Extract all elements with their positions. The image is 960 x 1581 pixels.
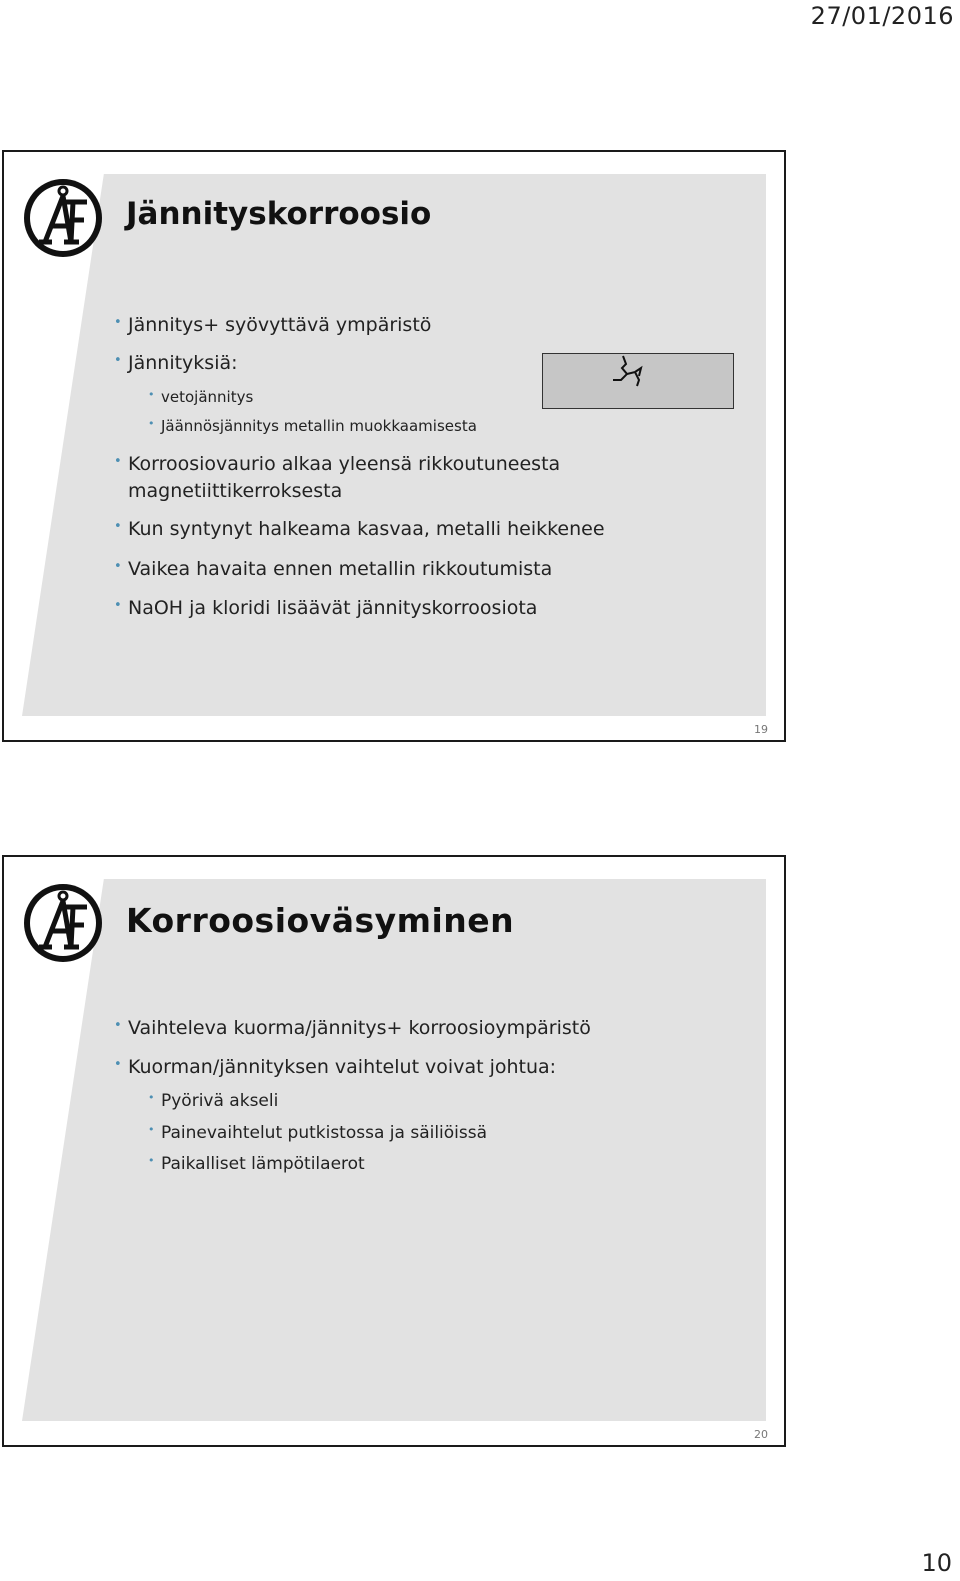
bullet-item: • Vaikea havaita ennen metallin rikkoutumista <box>128 558 552 580</box>
crack-icon <box>543 354 735 410</box>
bullet-continuation: magnetiittikerroksesta <box>128 480 343 502</box>
afg-logo-icon <box>21 176 105 260</box>
bullet-item: • Korroosiovaurio alkaa yleensä rikkoutuneesta <box>128 453 560 475</box>
page-date: 27/01/2016 <box>810 2 954 30</box>
crack-illustration <box>542 353 734 409</box>
bullet-item: • Kuorman/jännityksen vaihtelut voivat johtua: <box>128 1056 556 1078</box>
slide-title: Jännityskorroosio <box>126 196 432 232</box>
sub-bullet-item: • Pyörivä akseli <box>161 1091 278 1111</box>
slide-title: Korroosioväsyminen <box>126 901 515 940</box>
afg-logo-icon <box>21 881 105 965</box>
slide-number: 20 <box>754 1428 768 1441</box>
bullet-item: • Kun syntynyt halkeama kasvaa, metalli heikkenee <box>128 518 605 540</box>
slide-background <box>22 879 766 1421</box>
slide-background <box>22 174 766 716</box>
page-number: 10 <box>921 1549 952 1577</box>
sub-bullet-item: • Paikalliset lämpötilaerot <box>161 1154 365 1174</box>
slide-19 <box>2 150 786 742</box>
slide-20 <box>2 855 786 1447</box>
bullet-item: • Jännitys+ syövyttävä ympäristö <box>128 314 431 336</box>
sub-bullet-item: • Jäännösjännitys metallin muokkaamisesta <box>161 417 477 435</box>
sub-bullet-item: • Painevaihtelut putkistossa ja säiliöissä <box>161 1123 487 1143</box>
bullet-item: • Vaihteleva kuorma/jännitys+ korroosioympäristö <box>128 1017 591 1039</box>
bullet-item: • NaOH ja kloridi lisäävät jännityskorroosiota <box>128 597 537 619</box>
sub-bullet-item: • vetojännitys <box>161 388 253 406</box>
slide-number: 19 <box>754 723 768 736</box>
bullet-item: • Jännityksiä: <box>128 352 238 374</box>
